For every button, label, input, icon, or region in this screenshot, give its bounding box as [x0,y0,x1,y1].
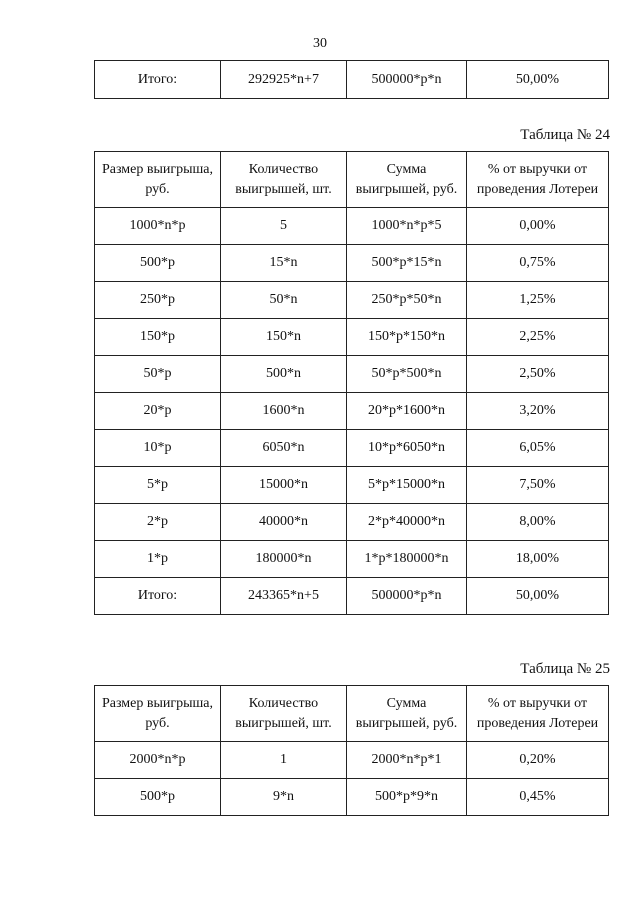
prize-count-cell: 1600*n [221,393,347,430]
prize-size-cell: 1000*n*p [95,208,221,245]
table-header-row [95,152,609,208]
table-24 [94,151,609,615]
prize-size-cell: 500*p [95,779,221,816]
revenue-percent-cell: 6,05% [467,430,609,467]
table-25-body [95,686,609,816]
header-cell: % от выручки от проведения Лотереи [467,152,609,208]
header-cell: Размер выигрыша, руб. [95,686,221,742]
prize-sum-cell: 20*p*1600*n [347,393,467,430]
prize-sum-cell: 500000*p*n [347,578,467,615]
prize-sum-cell: 2000*n*p*1 [347,742,467,779]
prize-count-cell: 9*n [221,779,347,816]
header-cell: Количество выигрышей, шт. [221,152,347,208]
table-row [95,282,609,319]
prize-size-cell: 250*p [95,282,221,319]
revenue-percent-cell: 2,50% [467,356,609,393]
prize-count-cell: 15000*n [221,467,347,504]
prize-count-cell: 6050*n [221,430,347,467]
table-row [95,467,609,504]
table-row [95,430,609,467]
table-row [95,504,609,541]
revenue-percent-cell: 0,45% [467,779,609,816]
table-24-caption: Таблица № 24 [520,127,610,143]
prize-sum-cell: 150*p*150*n [347,319,467,356]
prize-sum-cell: 250*p*50*n [347,282,467,319]
revenue-percent-cell: 1,25% [467,282,609,319]
total-percent-cell: 50,00% [467,61,609,99]
prize-size-cell: Итого: [95,578,221,615]
table-24-body [95,152,609,615]
prize-count-cell: 1 [221,742,347,779]
header-cell: Размер выигрыша, руб. [95,152,221,208]
table-row [95,356,609,393]
table-row [95,319,609,356]
prize-count-cell: 15*n [221,245,347,282]
table-header-row [95,686,609,742]
table-row [95,245,609,282]
table-23-continuation [94,60,609,99]
table-row [95,541,609,578]
revenue-percent-cell: 3,20% [467,393,609,430]
header-cell: Количество выигрышей, шт. [221,686,347,742]
header-cell: % от выручки от проведения Лотереи [467,686,609,742]
prize-count-cell: 5 [221,208,347,245]
table-25-caption: Таблица № 25 [520,661,610,677]
prize-size-cell: 20*p [95,393,221,430]
table-row [95,578,609,615]
prize-size-cell: 50*p [95,356,221,393]
prize-size-cell: 5*p [95,467,221,504]
prize-count-cell: 50*n [221,282,347,319]
table-row [95,779,609,816]
prize-sum-cell: 10*p*6050*n [347,430,467,467]
prize-size-cell: 2000*n*p [95,742,221,779]
prize-count-cell: 500*n [221,356,347,393]
prize-size-cell: 150*p [95,319,221,356]
total-label-cell: Итого: [95,61,221,99]
table-row [95,742,609,779]
table-row [95,208,609,245]
total-row [95,61,609,99]
revenue-percent-cell: 50,00% [467,578,609,615]
prize-size-cell: 10*p [95,430,221,467]
prize-sum-cell: 50*p*500*n [347,356,467,393]
revenue-percent-cell: 0,75% [467,245,609,282]
total-count-cell: 292925*n+7 [221,61,347,99]
revenue-percent-cell: 0,20% [467,742,609,779]
page-number: 30 [313,36,327,51]
revenue-percent-cell: 7,50% [467,467,609,504]
prize-sum-cell: 500*p*15*n [347,245,467,282]
prize-size-cell: 2*p [95,504,221,541]
prize-size-cell: 1*p [95,541,221,578]
prize-sum-cell: 5*p*15000*n [347,467,467,504]
prize-count-cell: 180000*n [221,541,347,578]
header-cell: Сумма выигрышей, руб. [347,152,467,208]
revenue-percent-cell: 0,00% [467,208,609,245]
prize-size-cell: 500*p [95,245,221,282]
revenue-percent-cell: 2,25% [467,319,609,356]
prize-sum-cell: 1000*n*p*5 [347,208,467,245]
total-sum-cell: 500000*p*n [347,61,467,99]
prize-sum-cell: 2*p*40000*n [347,504,467,541]
table-25 [94,685,609,816]
revenue-percent-cell: 8,00% [467,504,609,541]
revenue-percent-cell: 18,00% [467,541,609,578]
prize-count-cell: 150*n [221,319,347,356]
prize-sum-cell: 500*p*9*n [347,779,467,816]
prize-sum-cell: 1*p*180000*n [347,541,467,578]
header-cell: Сумма выигрышей, руб. [347,686,467,742]
table-row [95,393,609,430]
prize-count-cell: 40000*n [221,504,347,541]
prize-count-cell: 243365*n+5 [221,578,347,615]
